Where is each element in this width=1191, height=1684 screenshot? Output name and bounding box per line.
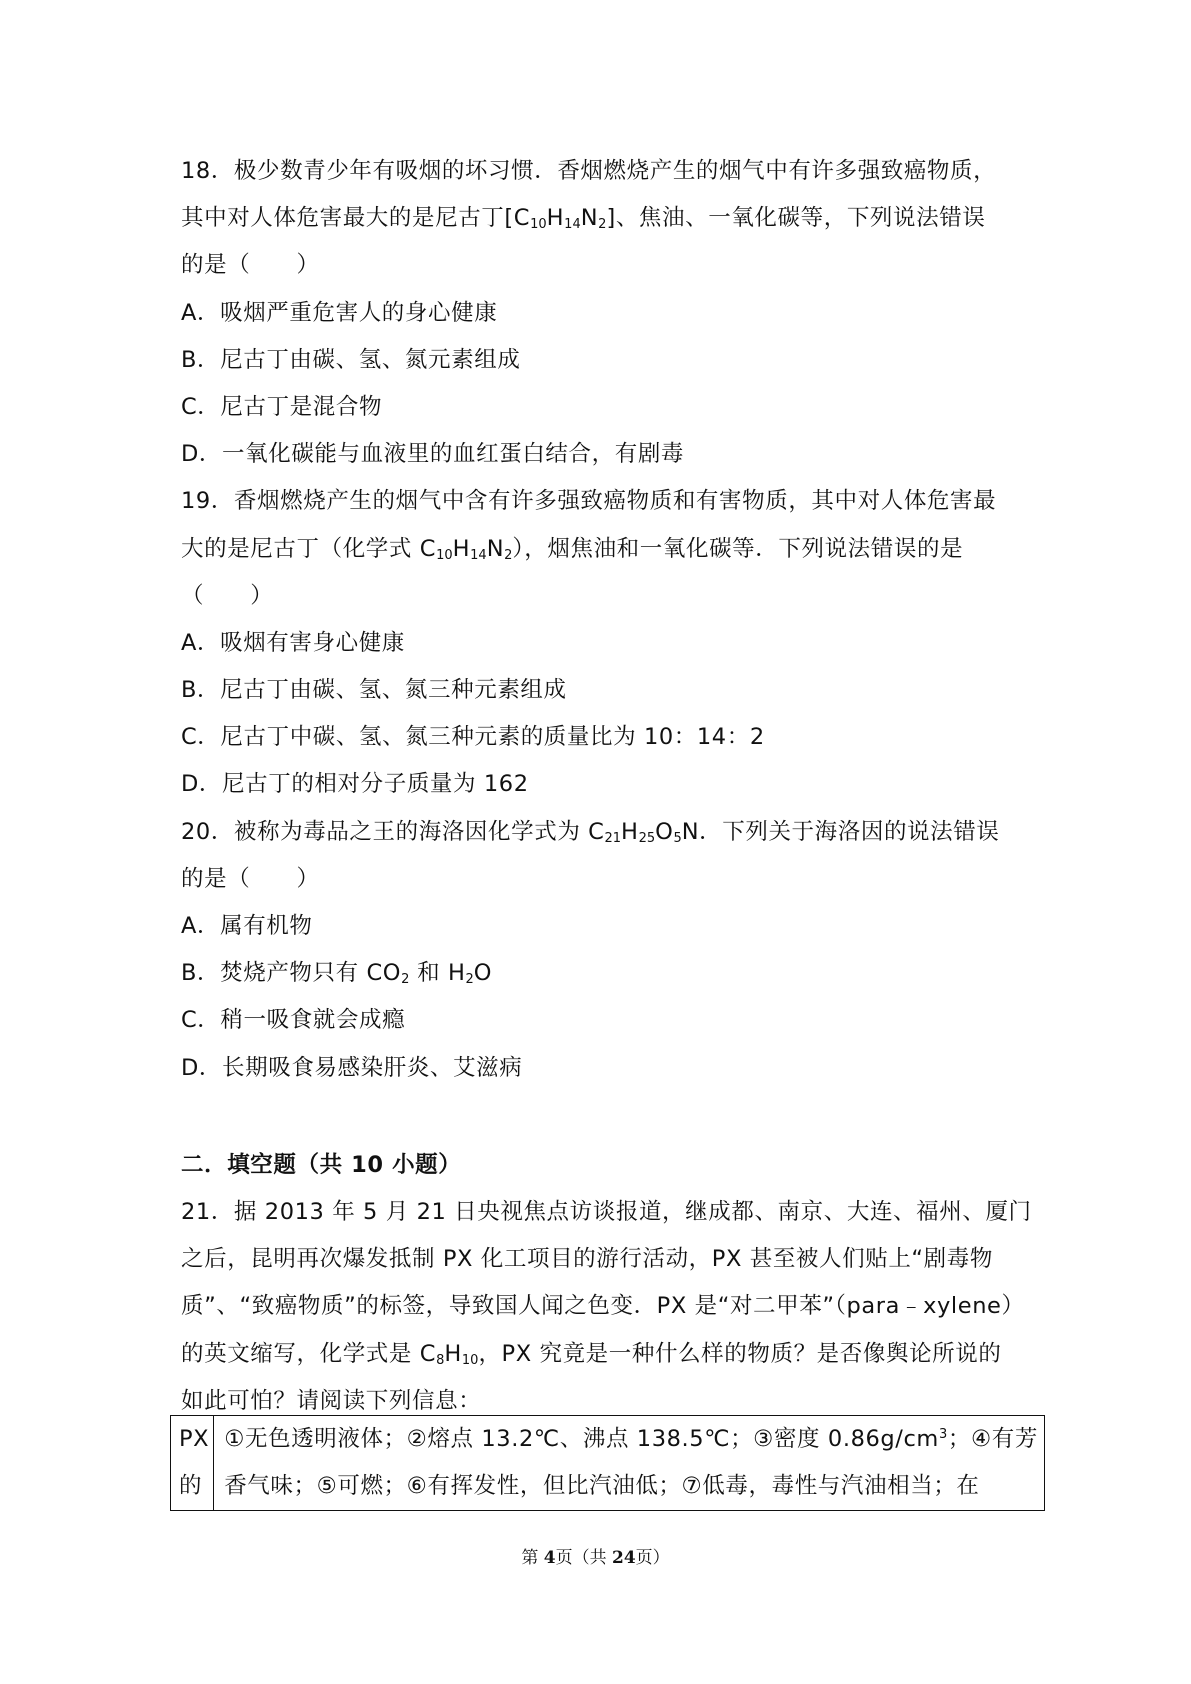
q19-line-2 bbox=[181, 526, 1021, 573]
section-title-text: 二．填空题（共 10 小题） bbox=[181, 1151, 462, 1178]
q19-text: ），烟焦油和一氧化碳等．下列说法错误的是 bbox=[512, 535, 964, 562]
option-text: A．属有机物 bbox=[181, 913, 313, 939]
footer-text: 第 bbox=[521, 1548, 544, 1568]
element-symbol: O bbox=[655, 818, 674, 845]
element-symbol: N bbox=[580, 205, 599, 232]
q18-option-b bbox=[181, 337, 1021, 384]
page-number: 4 bbox=[543, 1548, 556, 1568]
q18-option-d bbox=[181, 431, 1021, 478]
option-text: B．尼古丁由碳、氢、氮元素组成 bbox=[181, 346, 521, 373]
section-gap bbox=[181, 1092, 1021, 1142]
subscript: 14 bbox=[564, 217, 581, 233]
total-pages: 24 bbox=[611, 1548, 636, 1568]
q19-option-a bbox=[181, 620, 1021, 667]
q18-line-1 bbox=[181, 148, 1021, 195]
table-label-line: 的 bbox=[179, 1473, 203, 1499]
q20-option-b bbox=[181, 950, 1021, 997]
option-text: C．尼古丁中碳、氢、氮三种元素的质量比为 10：14：2 bbox=[181, 724, 765, 751]
q21-text: 之后，昆明再次爆发抵制 PX 化工项目的游行活动，PX 甚至被人们贴上“剧毒物 bbox=[181, 1246, 993, 1273]
q21-stem-text: 21．据 2013 年 5 月 21 日央视焦点访谈报道，继成都、南京、大连、福州、厦门 bbox=[181, 1198, 1032, 1225]
q19-text: （ ） bbox=[181, 582, 274, 609]
option-text: C．稍一吸食就会成瘾 bbox=[181, 1007, 406, 1034]
table-content-line bbox=[224, 1463, 1038, 1510]
q20-option-d bbox=[181, 1045, 1021, 1092]
q20-text: 的是（ ） bbox=[181, 865, 320, 892]
q21-text: 质”、“致癌物质”的标签，导致国人闻之色变．PX 是“对二甲苯”（para﹣xylene） bbox=[181, 1293, 1025, 1320]
q18-stem-text: 18．极少数青少年有吸烟的坏习惯．香烟燃烧产生的烟气中有许多强致癌物质， bbox=[181, 158, 997, 184]
subscript: 2 bbox=[401, 972, 410, 988]
option-text: A．吸烟严重危害人的身心健康 bbox=[181, 299, 498, 326]
q19-option-b bbox=[181, 667, 1021, 714]
q18-text: 其中对人体危害最大的是尼古丁[C bbox=[181, 205, 531, 232]
subscript: 14 bbox=[470, 547, 487, 563]
q18-text: 的是（ ） bbox=[181, 252, 320, 279]
option-text: O bbox=[473, 960, 493, 987]
table-label-cell bbox=[171, 1416, 214, 1511]
option-text: D．长期吸食易感染肝炎、艾滋病 bbox=[181, 1054, 523, 1081]
subscript: 25 bbox=[638, 830, 656, 846]
q18-text: ]、焦油、一氧化碳等，下列说法错误 bbox=[606, 205, 986, 232]
subscript: 8 bbox=[436, 1352, 445, 1368]
q18-line-2 bbox=[181, 195, 1021, 242]
superscript: 3 bbox=[938, 1427, 948, 1442]
option-text: A．吸烟有害身心健康 bbox=[181, 629, 405, 656]
q21-line-2 bbox=[181, 1236, 1021, 1283]
q21-line-4 bbox=[181, 1331, 1021, 1378]
option-text: B．焚烧产物只有 CO bbox=[181, 960, 402, 987]
q21-text: ，PX 究竟是一种什么样的物质？是否像舆论所说的 bbox=[478, 1340, 1002, 1367]
element-symbol: H bbox=[621, 818, 639, 845]
table-text: ①无色透明液体；②熔点 13.2℃、沸点 138.5℃；③密度 0.86g/cm bbox=[224, 1426, 939, 1452]
subscript: 10 bbox=[461, 1352, 479, 1368]
element-symbol: H bbox=[444, 1340, 462, 1367]
subscript: 5 bbox=[673, 830, 682, 846]
subscript: 10 bbox=[530, 217, 547, 233]
subscript: 10 bbox=[436, 547, 453, 563]
q19-line-1 bbox=[181, 478, 1021, 525]
option-text: D．尼古丁的相对分子质量为 162 bbox=[181, 771, 529, 798]
table-text: ；④有芳 bbox=[947, 1426, 1038, 1452]
q18-option-c bbox=[181, 384, 1021, 431]
page-footer bbox=[0, 1543, 1191, 1568]
table-label-line: PX bbox=[179, 1426, 210, 1452]
subscript: 2 bbox=[465, 972, 474, 988]
q19-option-c bbox=[181, 714, 1021, 761]
element-symbol: H bbox=[452, 535, 471, 562]
option-text: C．尼古丁是混合物 bbox=[181, 393, 383, 420]
option-text: 和 H bbox=[409, 960, 466, 987]
q20-option-a bbox=[181, 903, 1021, 950]
q20-option-c bbox=[181, 997, 1021, 1044]
q19-stem-text: 19．香烟燃烧产生的烟气中含有许多强致癌物质和有害物质，其中对人体危害最 bbox=[181, 488, 997, 515]
q18-line-3 bbox=[181, 242, 1021, 289]
table-content-cell bbox=[214, 1416, 1045, 1511]
q20-line-1 bbox=[181, 809, 1021, 856]
footer-text: 页（共 bbox=[555, 1548, 612, 1568]
q18-option-a bbox=[181, 290, 1021, 337]
subscript: 2 bbox=[504, 547, 513, 563]
q21-text: 的英文缩写，化学式是 C bbox=[181, 1340, 437, 1367]
table-content-line bbox=[224, 1416, 1038, 1463]
q20-line-2 bbox=[181, 856, 1021, 903]
q21-line-3 bbox=[181, 1283, 1025, 1330]
element-symbol: N bbox=[486, 535, 505, 562]
px-info-table bbox=[170, 1415, 1045, 1511]
q21-line-1 bbox=[181, 1189, 1032, 1236]
subscript: 2 bbox=[598, 217, 607, 233]
q20-text: N．下列关于海洛因的说法错误 bbox=[681, 818, 1000, 845]
q19-line-3 bbox=[181, 573, 1021, 620]
option-text: D．一氧化碳能与血液里的血红蛋白结合，有剧毒 bbox=[181, 441, 685, 468]
subscript: 21 bbox=[604, 830, 622, 846]
table-row bbox=[171, 1416, 1045, 1511]
q19-text: 大的是尼古丁（化学式 C bbox=[181, 535, 437, 562]
section-title bbox=[181, 1142, 1021, 1189]
q20-stem-text: 20．被称为毒品之王的海洛因化学式为 C bbox=[181, 818, 605, 845]
footer-text: 页） bbox=[635, 1548, 670, 1568]
q21-text: 如此可怕？请阅读下列信息： bbox=[181, 1387, 482, 1414]
q19-option-d bbox=[181, 761, 1021, 808]
page-content bbox=[181, 148, 1032, 1425]
element-symbol: H bbox=[546, 205, 565, 232]
option-text: B．尼古丁由碳、氢、氮三种元素组成 bbox=[181, 677, 567, 704]
table-text: 香气味；⑤可燃；⑥有挥发性，但比汽油低；⑦低毒，毒性与汽油相当；在 bbox=[224, 1473, 980, 1499]
